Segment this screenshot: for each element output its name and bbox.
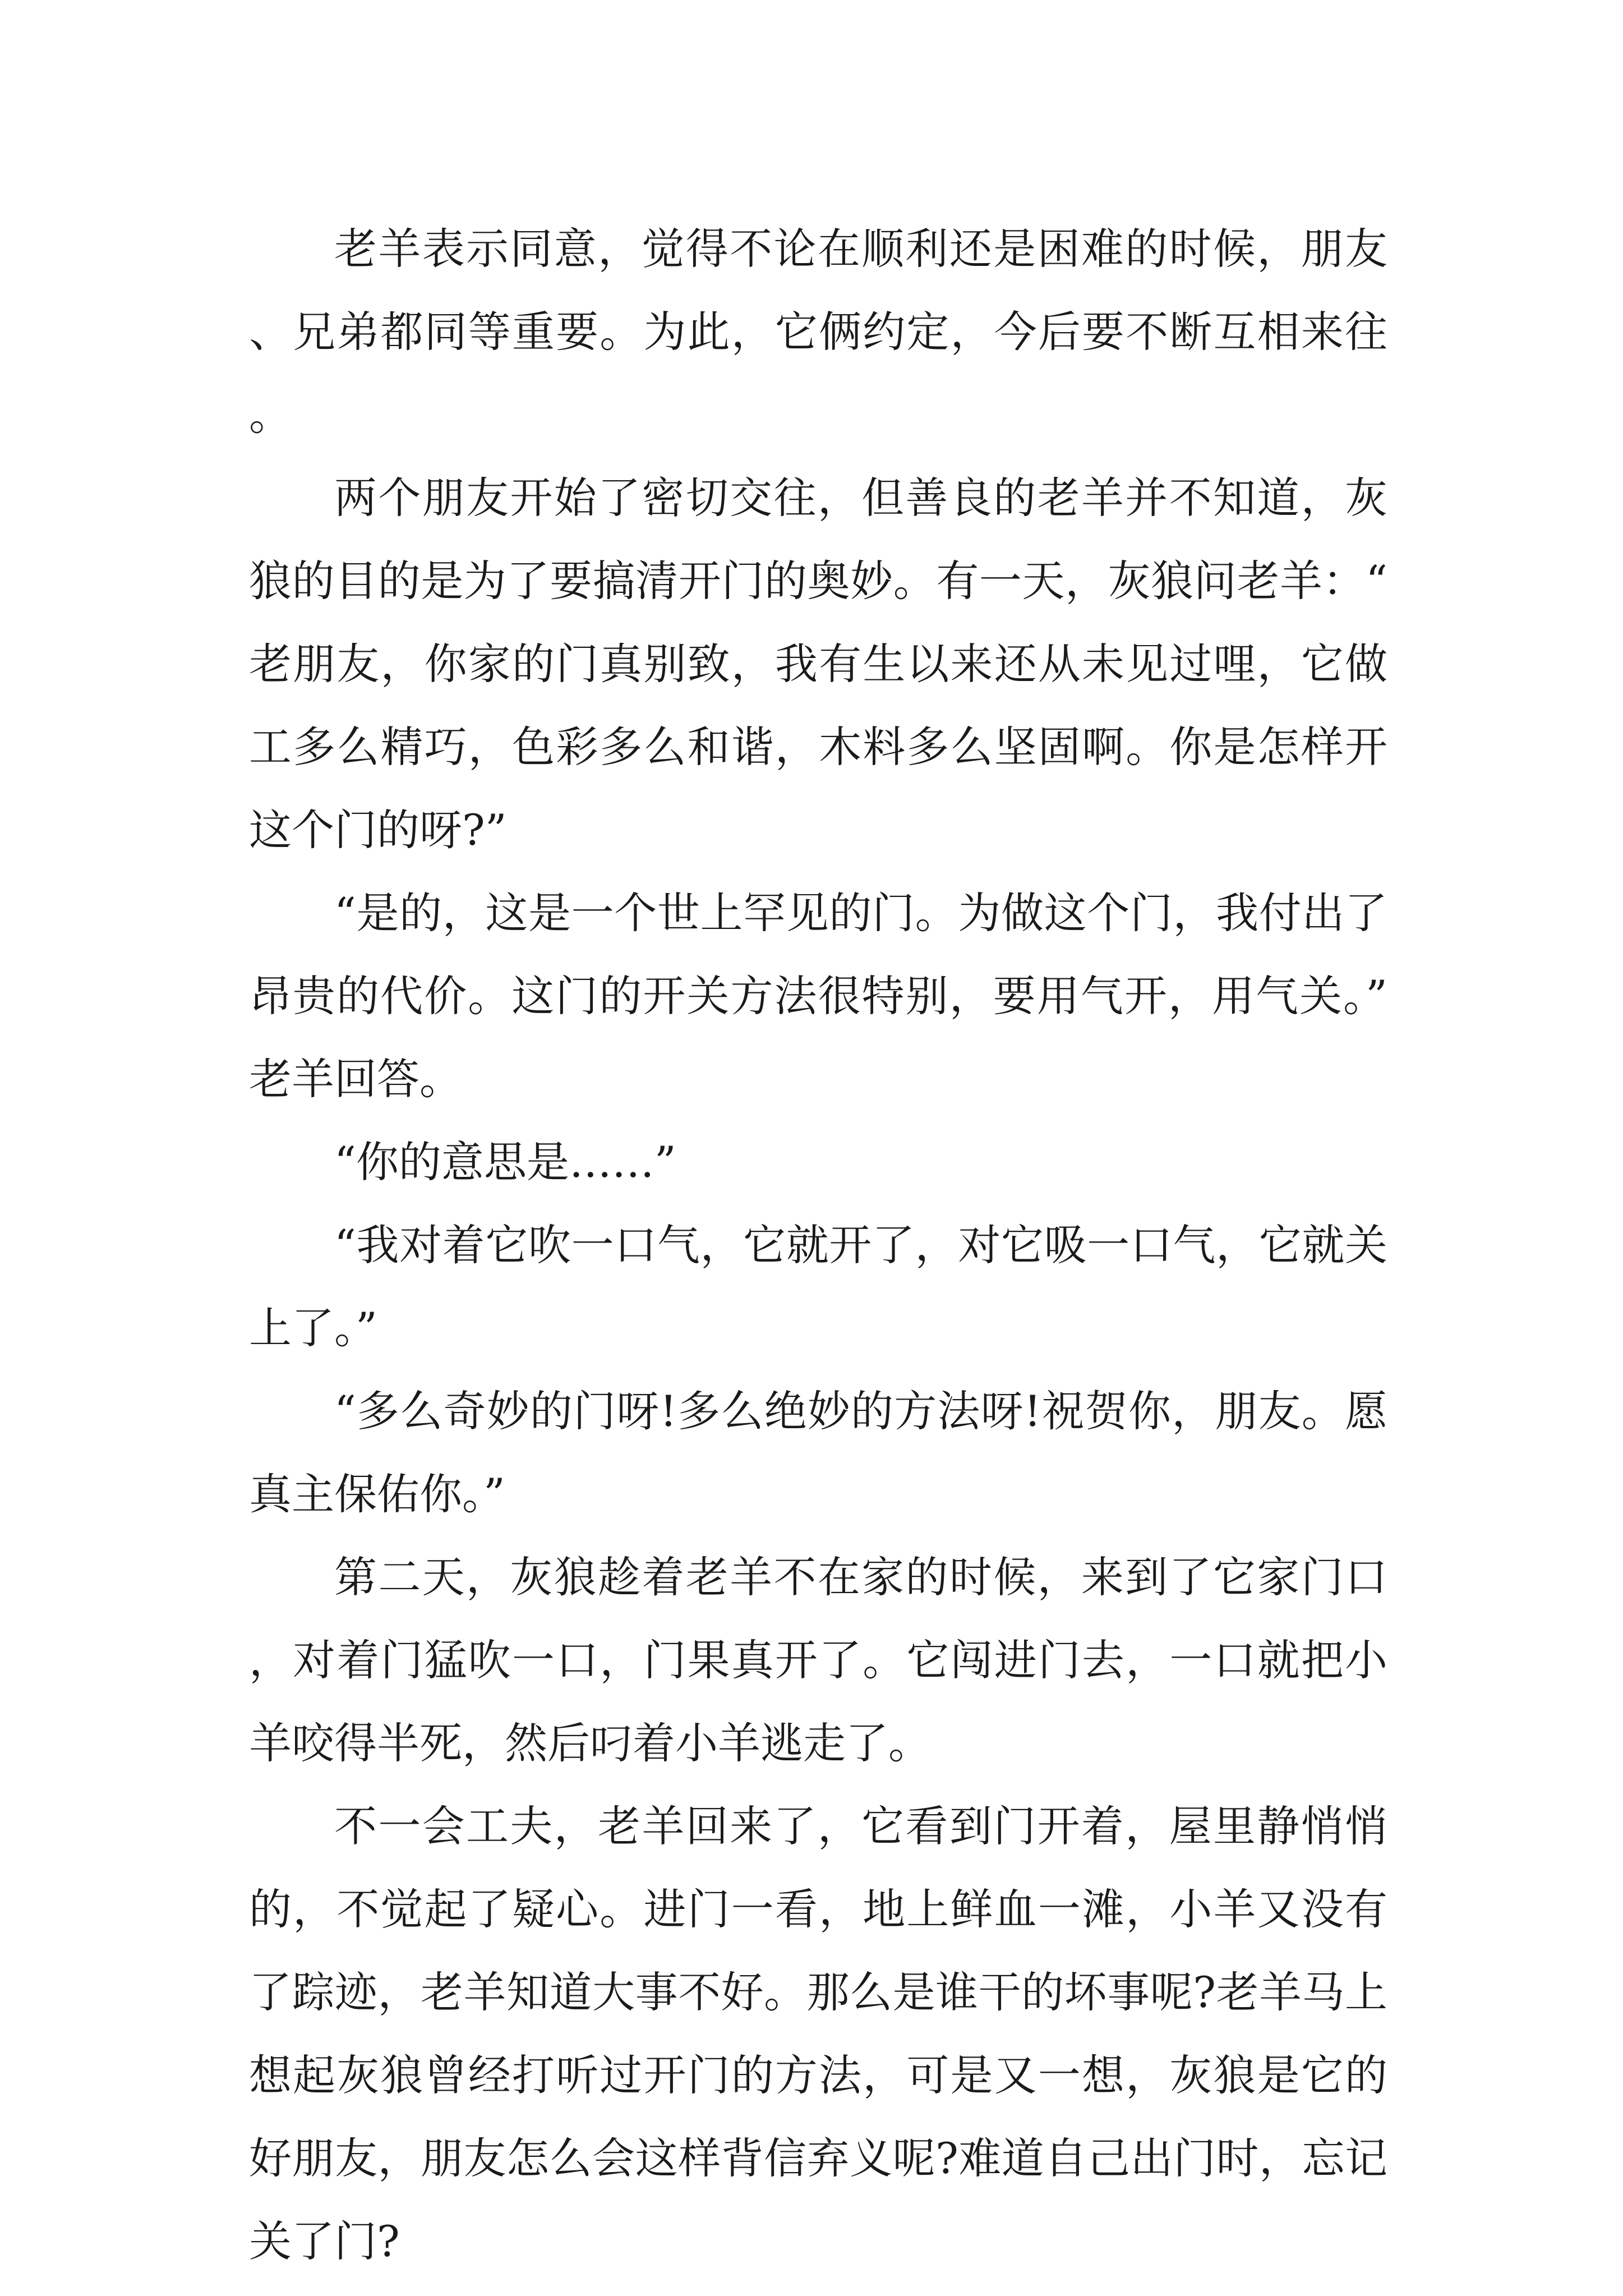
paragraph: “你的意思是……” xyxy=(334,1137,676,1187)
paragraph: “我对着它吹一口气，它就开了，对它吸一口气，它就关上了。” xyxy=(249,1220,1387,1353)
paragraph: “是的，这是一个世上罕见的门。为做这个门，我付出了昂贵的代价。这门的开关方法很特别，要用气开，用气关。”老羊回答。 xyxy=(249,888,1387,1104)
paragraph: 第二天，灰狼趁着老羊不在家的时候，来到了它家门口，对着门猛吹一口，门果真开了。它闯进门去，一口就把小羊咬得半死，然后叼着小羊逃走了。 xyxy=(249,1552,1387,1768)
paragraph: 两个朋友开始了密切交往，但善良的老羊并不知道，灰狼的目的是为了要搞清开门的奥妙。有一天，灰狼问老羊：“老朋友，你家的门真别致，我有生以来还从未见过哩，它做工多么精巧，色彩多么和谐，木料多么坚固啊。你是怎样开这个门的呀?” xyxy=(249,473,1387,855)
story-body xyxy=(249,208,1387,2283)
paragraph: 老羊表示同意，觉得不论在顺利还是困难的时候，朋友、兄弟都同等重要。为此，它俩约定，今后要不断互相来往。 xyxy=(249,224,1387,440)
paragraph: “多么奇妙的门呀!多么绝妙的方法呀!祝贺你，朋友。愿真主保佑你。” xyxy=(249,1386,1387,1519)
paragraph: 不一会工夫，老羊回来了，它看到门开着，屋里静悄悄的，不觉起了疑心。进门一看，地上鲜血一滩，小羊又没有了踪迹，老羊知道大事不好。那么是谁干的坏事呢?老羊马上想起灰狼曾经打听过开门的方法，可是又一想，灰狼是它的好朋友，朋友怎么会这样背信弃义呢?难道自己出门时，忘记关了门? xyxy=(249,1801,1387,2266)
